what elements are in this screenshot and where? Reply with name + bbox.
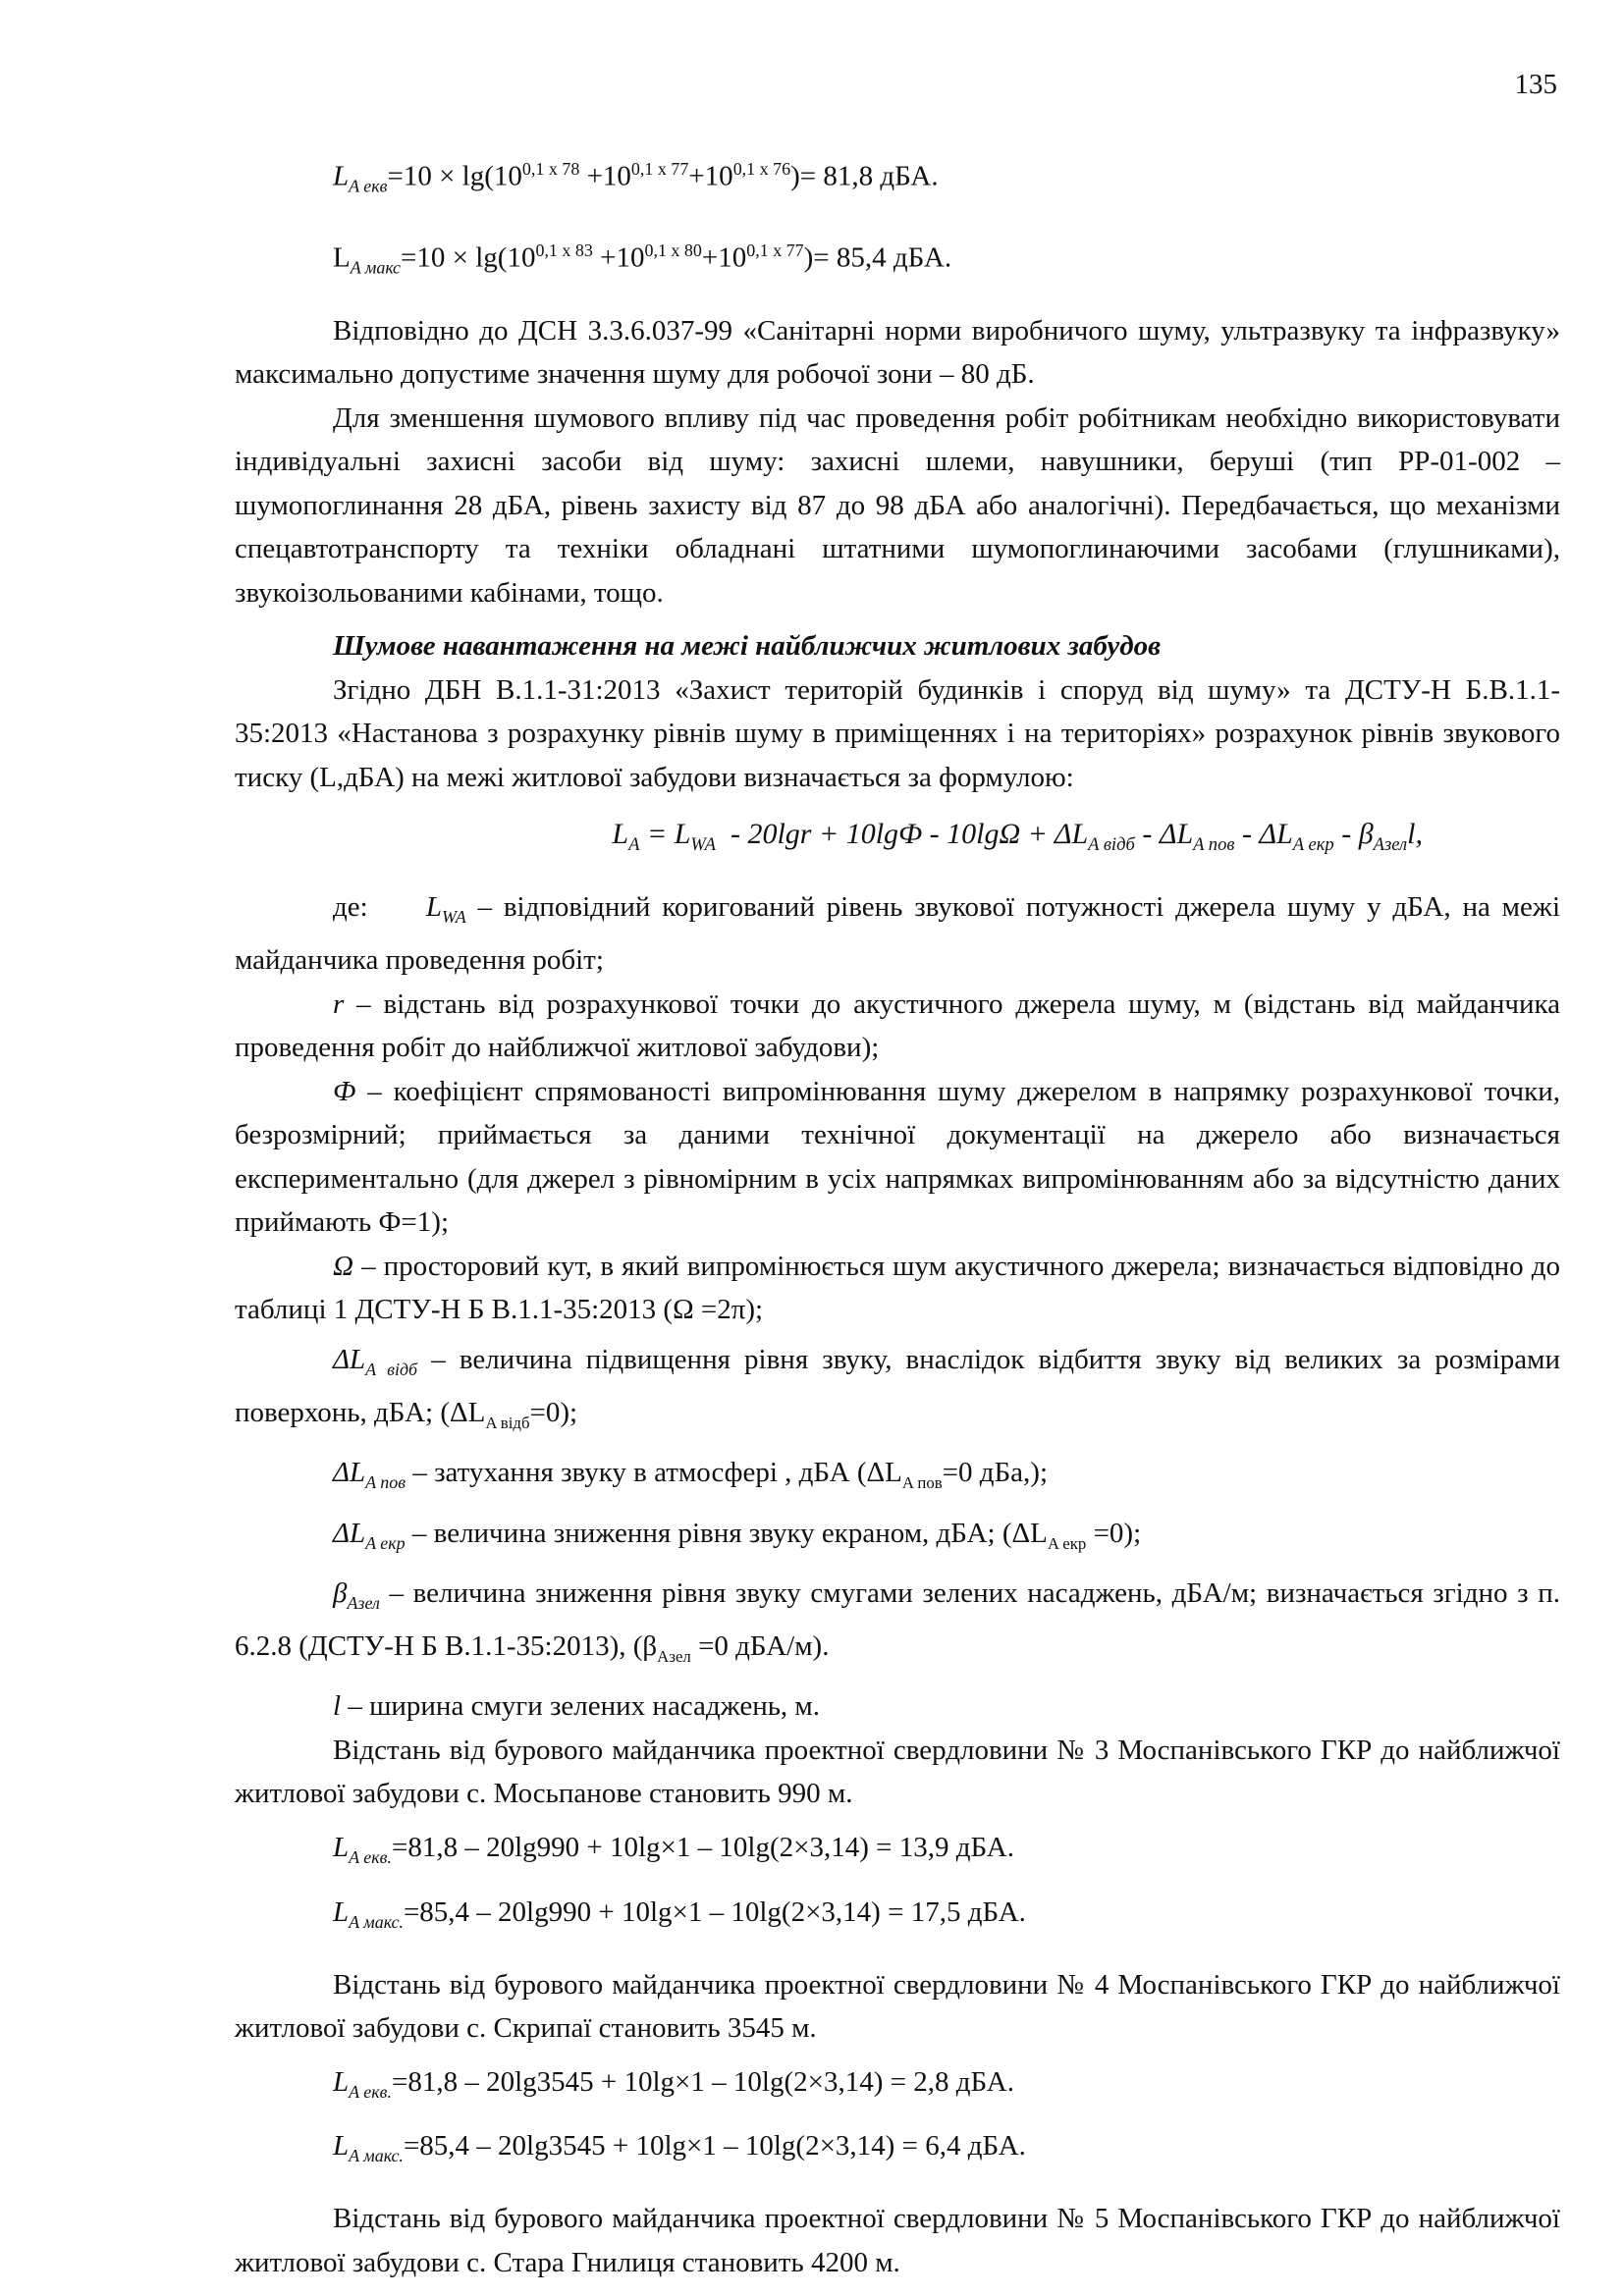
definition-r: r – відстань від розрахункової точки до акустичного джерела шуму, м (відстань від майданчика проведення робіт до найближчої житлової забудови); <box>235 988 1560 1064</box>
document-body <box>235 145 1560 2284</box>
definition-screen: $\Delta L_{A екр}$ – величина зниження рівня звуку екраном, дБА; $(\Delta L_{A екр} =0)$; <box>333 1517 1142 1553</box>
definition-width: l – ширина смуги зелених насаджень, м. <box>333 1690 821 1723</box>
paragraph-well-5: Відстань від бурового майданчика проектної свердловини № 5 Моспанівського ГКР до найближчої житлової забудови с. Стара Гнилиця становить 4200 м. <box>235 2203 1560 2278</box>
paragraph-protection: Для зменшення шумового впливу під час проведення робіт робітникам необхідно використовувати індивідуальні захисні засоби від шуму: захисні шлеми, навушники, беруші (тип РР-01-002 – шумопоглинання 28 дБА, рівень захисту від 87 до 98 дБА або аналогічні). Передбачається, що механізми спецавтотранспорту та техніки обладнані штатними шумопоглинаючими засобами (глушниками), звукоізольованими кабінами, тощо. <box>235 401 1560 609</box>
definition-intro: де: <box>333 890 368 923</box>
calc-la-equivalent: $L_{A екв}=10 \times \lg(10^{0,1 х 78} +10^{0,1 х 77}+10^{0,1 х 76})= 81,8$ дБА. <box>333 159 939 196</box>
calc-well-3-equivalent: $L_{A екв.}=81,8 - 20\lg 990 + 10\lg\times 1 - 10\lg(2\times 3,14) = 13,9$ дБА. <box>333 1831 1014 1867</box>
page-number: 135 <box>1514 69 1557 100</box>
section-heading: Шумове навантаження на межі найближчих житлових забудов <box>333 630 1162 663</box>
definition-green: $\beta_{Азел}$ – величина зниження рівня звуку смугами зелених насаджень, дБА/м; визначається згідно з п. 6.2.8 (ДСТУ-Н Б В.1.1-35:2013), ($\beta_{Азел} =0$ дБА/м). <box>235 1576 1560 1666</box>
calc-well-4-equivalent: $L_{A екв.}=81,8 - 20\lg 3545 + 10\lg\times 1 - 10\lg(2\times 3,14) = 2,8$ дБА. <box>333 2065 1014 2102</box>
definition-phi: Ф – коефіцієнт спрямованості випромінювання шуму джерелом в напрямку розрахункової точки, безрозмірний; приймається за даними технічної документації на джерело або визначається експериментально (для джерел з рівномірним в усіх напрямках випромінюванням або за відсутністю даних приймають Ф=1); <box>235 1075 1560 1239</box>
noise-formula: $L_A = L_{WA} - 20\lg r + 10\lg Ф - 10\lg\Omega + \Delta L_{A відб} - \Delta L_{A пов} - \Delta L_{A екр} - \beta_{Азел}l$, <box>612 818 1423 856</box>
paragraph-formula-intro: Згідно ДБН В.1.1-31:2013 «Захист територій будинків і споруд від шуму» та ДСТУ-Н Б.В.1.1-35:2013 «Настанова з розрахунку рівнів шуму в приміщеннях і на територіях» розрахунок рівнів звукового тиску (L,дБА) на межі житлової забудови визначається за формулою: <box>235 673 1560 793</box>
definition-reflection: $\Delta L_{A відб}$ – величина підвищення рівня звуку, внаслідок відбиття звуку від великих за розмірами поверхонь, дБА; $(\Delta L_{A відб}=0)$; <box>235 1343 1561 1432</box>
paragraph-norms: Відповідно до ДСН 3.3.6.037-99 «Санітарні норми виробничого шуму, ультразвуку та інфразвуку» максимально допустиме значення шуму для робочої зони – 80 дБ. <box>235 314 1560 391</box>
paragraph-well-3: Відстань від бурового майданчика проектної свердловини № 3 Моспанівського ГКР до найближчої житлової забудови с. Мосьпанове становить 990 м. <box>235 1734 1560 1810</box>
paragraph-well-4: Відстань від бурового майданчика проектної свердловини № 4 Моспанівського ГКР до найближчої житлової забудови с. Скрипаї становить 3545 м. <box>235 1968 1560 2045</box>
definition-lwa: де: $L_{WA}$ – відповідний коригований рівень звукової потужності джерела шуму у дБА, на межі майданчика проведення робіт; <box>235 890 1561 977</box>
definition-atmosphere: $\Delta L_{A пов}$ – затухання звуку в атмосфері , дБА ($\Delta L_{A пов}=0$ дБа,); <box>333 1457 1049 1493</box>
calc-la-max: $L_{A макс}=10 \times \lg(10^{0,1 х 83} +10^{0,1 х 80}+10^{0,1 х 77})= 85,4$ дБА. <box>333 240 952 278</box>
definition-omega: Ω – просторовий кут, в який випромінюється шум акустичного джерела; визначається відповідно до таблиці 1 ДСТУ-Н Б В.1.1-35:2013 (Ω =2π); <box>235 1250 1560 1326</box>
calc-well-3-max: $L_{A макс.}=85,4 - 20\lg 990 + 10\lg\times 1 - 10\lg(2\times 3,14) = 17,5$ дБА. <box>333 1896 1026 1932</box>
calc-well-4-max: $L_{A макс.}=85,4 - 20\lg 3545 + 10\lg\times 1 - 10\lg(2\times 3,14) = 6,4$ дБА. <box>333 2130 1026 2166</box>
